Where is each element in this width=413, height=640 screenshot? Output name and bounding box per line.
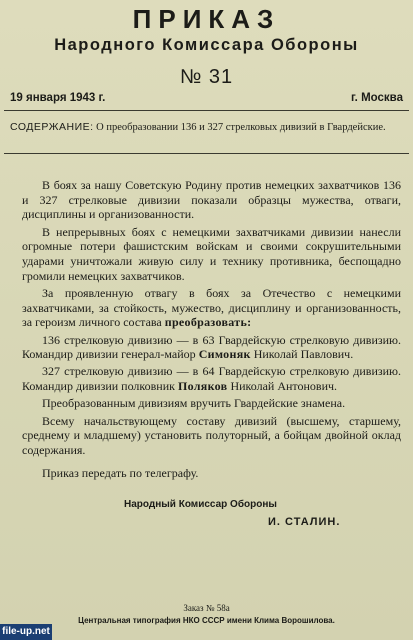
contents-label: СОДЕРЖАНИЕ: [10, 121, 94, 133]
order-body [22, 178, 401, 483]
document-subtitle: Народного Комиссара Обороны [54, 36, 359, 54]
commander-surname: Поляков [177, 379, 228, 394]
divider-top [4, 110, 409, 111]
paragraph: Преобразованным дивизиям вручить Гвардейские знамена. [42, 396, 346, 411]
divider-bottom [4, 153, 409, 154]
commander-surname: Симоняк [198, 347, 251, 362]
paragraph [22, 286, 401, 330]
paragraph [22, 333, 401, 362]
signatory-position: Народный Комиссар Обороны [124, 499, 277, 510]
signatory-name: И. СТАЛИН. [268, 516, 341, 528]
paragraph: В непрерывных боях с немецкими захватчиками дивизии нанесли огромные потери фашистским войскам и своими сокрушительными ударами уничтожали живую силу и технику противника, беспощадно громили немецких захватчиков. [22, 224, 401, 283]
paragraph-text: За проявленную отвагу в боях за Отечество с немецкими захватчиками, за стойкость, мужество, дисциплину и организованность, за героизм личного состава [22, 285, 401, 330]
paragraph: Всему начальствующему составу дивизий (высшему, старшему, среднему и младшему) установить полуторный, а бойцам двойной оклад содержания. [22, 413, 401, 457]
printer-imprint: Центральная типография НКО СССР имени Клима Ворошилова. [78, 616, 335, 625]
watermark-badge[interactable]: file-up.net [0, 624, 52, 640]
contents-block [10, 121, 401, 135]
contents-text: О преобразовании 136 и 327 стрелковых дивизий в Гвардейские. [96, 122, 386, 133]
order-city: г. Москва [351, 92, 403, 104]
print-order-number: Заказ № 58а [183, 603, 230, 613]
paragraph-emphasis: преобразовать: [164, 315, 252, 330]
paragraph-text: Николай Антонович. [230, 379, 338, 394]
paragraph: Приказ передать по телеграфу. [42, 465, 199, 480]
document-title: ПРИКАЗ [132, 4, 281, 34]
paragraph [22, 364, 401, 393]
paragraph-text: 136 стрелковую дивизию — в 63 Гвардейскую стрелковую дивизию. Командир дивизии генерал-майор [22, 332, 401, 362]
paragraph-text: 327 стрелковую дивизию — в 64 Гвардейскую стрелковую дивизию. Командир дивизии полковник [22, 364, 401, 394]
paragraph-text: Николай Павлович. [253, 347, 354, 362]
order-number: № 31 [179, 66, 234, 88]
paragraph: В боях за нашу Советскую Родину против немецких захватчиков 136 и 327 стрелковые дивизии показали образцы мужества, отваги, дисциплины и организованности. [22, 178, 401, 222]
order-date: 19 января 1943 г. [10, 92, 106, 104]
